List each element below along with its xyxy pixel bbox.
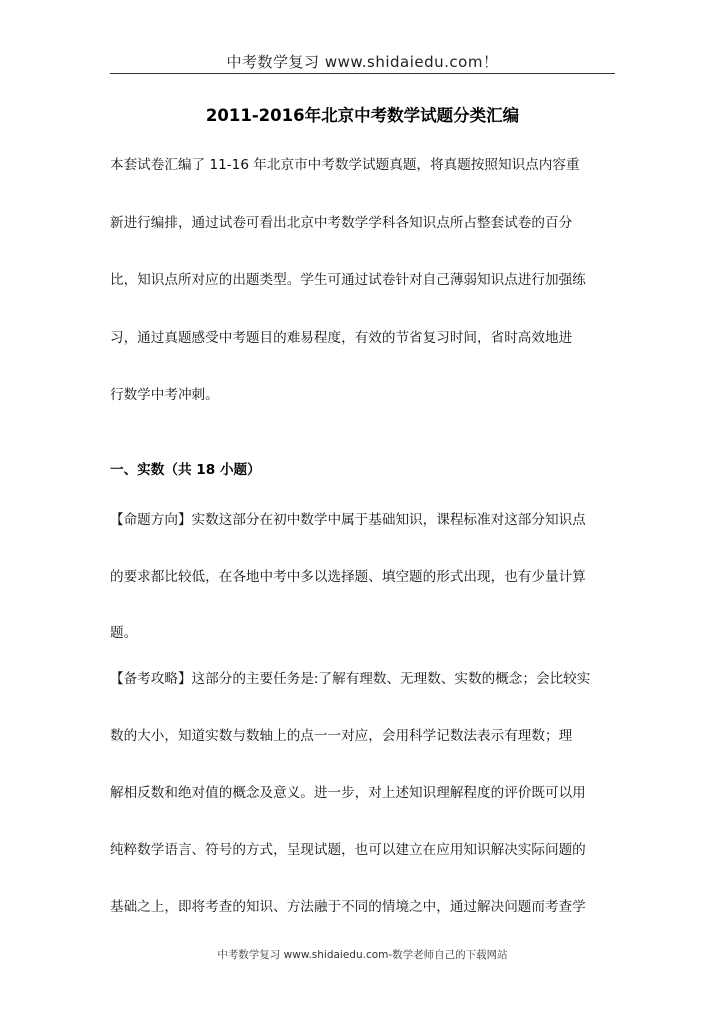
- document-title: 2011-2016年北京中考数学试题分类汇编: [205, 106, 520, 125]
- strategy-line: 基础之上，即将考查的知识、方法融于不同的情境之中，通过解决问题而考查学: [110, 899, 586, 915]
- intro-line: 比，知识点所对应的出题类型。学生可通过试卷针对自己薄弱知识点进行加强练: [110, 272, 586, 288]
- direction-line: 的要求都比较低，在各地中考中多以选择题、填空题的形式出现，也有少量计算: [110, 569, 586, 585]
- page-footer: 中考数学复习 www.shidaiedu.com-数学老师自己的下载网站: [217, 949, 508, 961]
- intro-line: 行数学中考冲刺。: [110, 387, 219, 403]
- strategy-line: 解相反数和绝对值的概念及意义。进一步，对上述知识理解程度的评价既可以用: [110, 785, 586, 801]
- header-divider: [110, 73, 615, 74]
- section-heading: 一、实数（共 18 小题）: [110, 462, 261, 478]
- intro-line: 本套试卷汇编了 11-16 年北京市中考数学试题真题，将真题按照知识点内容重: [110, 157, 580, 173]
- strategy-line: 纯粹数学语言、符号的方式，呈现试题，也可以建立在应用知识解决实际问题的: [110, 842, 586, 858]
- direction-line: 题。: [110, 625, 138, 641]
- intro-line: 新进行编排，通过试卷可看出北京中考数学学科各知识点所占整套试卷的百分: [110, 215, 573, 231]
- strategy-line: 【备考攻略】这部分的主要任务是:了解有理数、无理数、实数的概念；会比较实: [110, 671, 591, 687]
- strategy-line: 数的大小，知道实数与数轴上的点一一对应，会用科学记数法表示有理数；理: [110, 728, 573, 744]
- intro-line: 习，通过真题感受中考题目的难易程度，有效的节省复习时间，省时高效地进: [110, 330, 573, 346]
- direction-line: 【命题方向】实数这部分在初中数学中属于基础知识，课程标准对这部分知识点: [110, 512, 586, 528]
- page-header: 中考数学复习 www.shidaiedu.com！: [226, 53, 499, 71]
